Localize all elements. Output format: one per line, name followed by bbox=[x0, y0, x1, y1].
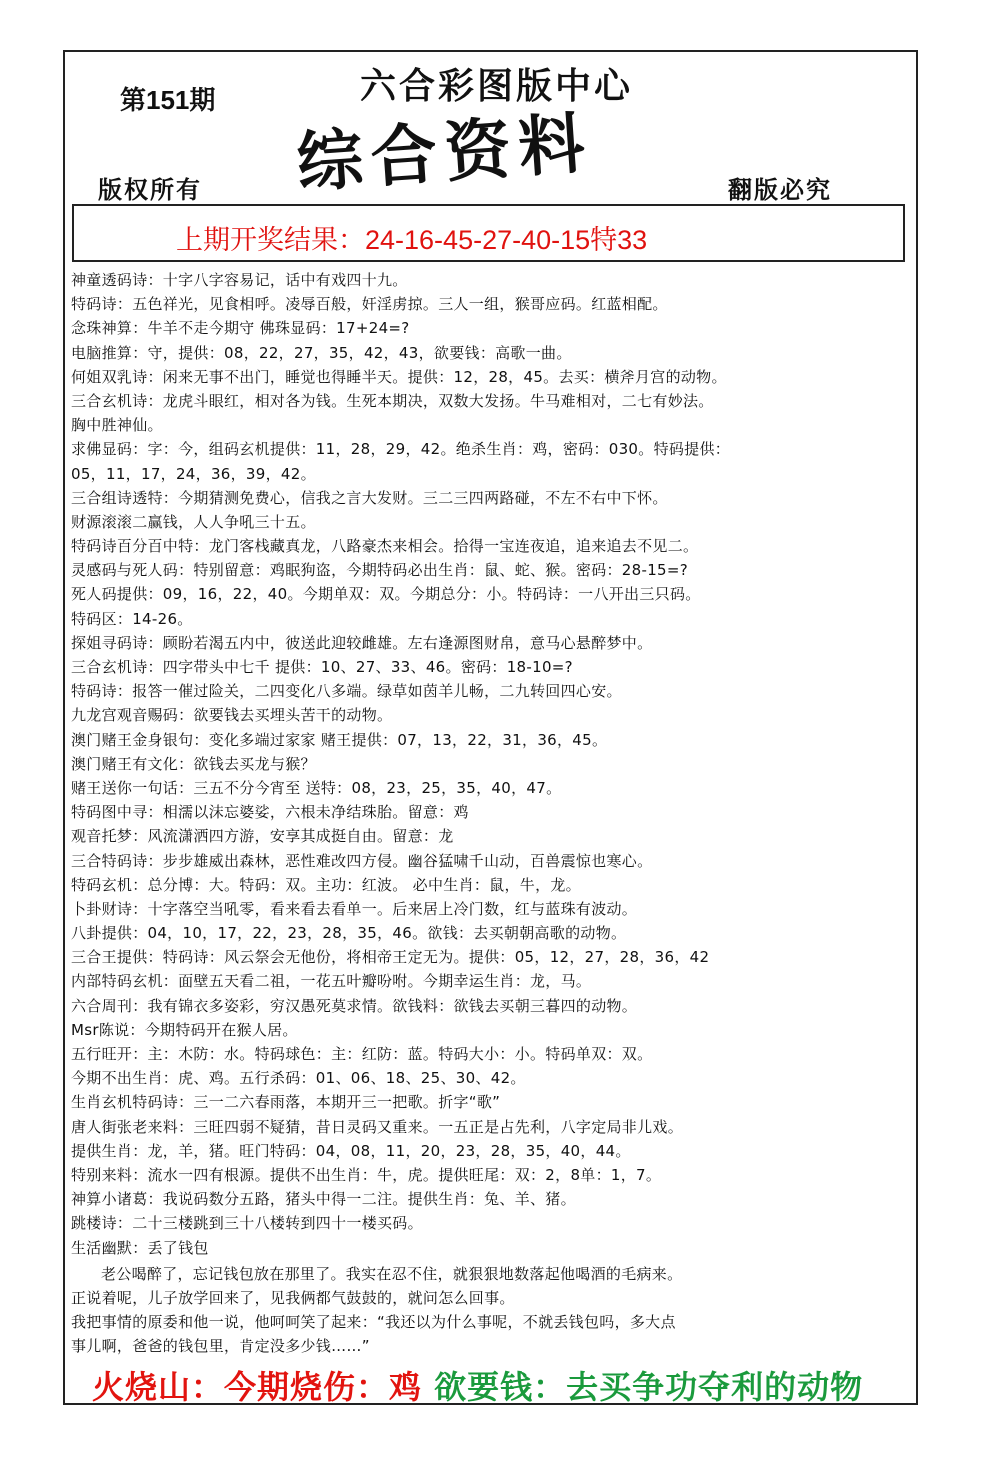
story-line: 事儿啊，爸爸的钱包里，肯定没多少钱……” bbox=[71, 1337, 370, 1355]
content-line: 八卦提供：04，10，17，22，23，28，35，46。欲钱：去买朝朝高歌的动物。 bbox=[71, 924, 627, 943]
content-line: 三合王提供：特码诗：风云祭会无他份，将相帝王定无为。提供：05，12，27，28，36，42 bbox=[71, 948, 710, 967]
content-line: 胸中胜神仙。 bbox=[71, 416, 163, 435]
footer-banner bbox=[92, 1362, 863, 1408]
content-line: 六合周刊：我有锦衣多姿彩，穷汉愚死莫求情。欲钱料：欲钱去买朝三暮四的动物。 bbox=[71, 996, 638, 1015]
content-line: 特码诗：五色祥光，见食相呼。凌辱百般，奸淫虏掠。三人一组，猴哥应码。红蓝相配。 bbox=[71, 295, 668, 314]
content-line: 跳楼诗：二十三楼跳到三十八楼转到四十一楼买码。 bbox=[71, 1214, 423, 1233]
content-line: 特码玄机：总分博：大。特码：双。主功：红波。 必中生肖：鼠，牛，龙。 bbox=[71, 875, 581, 894]
content-line: 内部特码玄机：面壁五天看二祖，一花五叶瓣吩咐。今期幸运生肖：龙，马。 bbox=[71, 972, 592, 991]
story-line: 正说着呢，儿子放学回来了，见我俩都气鼓鼓的，就问怎么回事。 bbox=[71, 1289, 515, 1307]
content-line: 特码图中寻：相濡以沫忘婆娑，六根未净结珠胎。留意：鸡 bbox=[71, 803, 469, 822]
content-line: 神童透码诗：十字八字容易记，话中有戏四十九。 bbox=[71, 271, 408, 289]
story-line: 我把事情的原委和他一说，他呵呵笑了起来：“我还以为什么事呢，不就丢钱包吗，多大点 bbox=[71, 1313, 676, 1331]
content-list bbox=[71, 268, 913, 1260]
content-line: 求佛显码：字：今，组码玄机提供：11，28，29，42。绝杀生肖：鸡，密码：030。特码提供： bbox=[71, 440, 731, 459]
content-line: 念珠神算：牛羊不走今期守 佛珠显码：17+24=? bbox=[71, 319, 410, 338]
org-title: 六合彩图版中心 bbox=[360, 65, 634, 107]
content-line: 澳门赌王金身银句：变化多端过家家 赌王提供：07，13，22，31，36，45。 bbox=[71, 730, 608, 749]
content-line: 特码诗：报答一催过险关，二四变化八多端。绿草如茵羊儿畅，二九转回四心安。 bbox=[71, 682, 622, 701]
issue-number: 第151期 bbox=[120, 85, 216, 115]
content-line: 澳门赌王有文化：欲钱去买龙与猴？ bbox=[71, 754, 316, 773]
content-line: 电脑推算：守，提供：08，22，27，35，42，43，欲要钱：高歌一曲。 bbox=[71, 343, 572, 362]
content-line: 卜卦财诗：十字落空当吼零，看来看去看单一。后来居上冷门数，红与蓝珠有波动。 bbox=[71, 899, 638, 918]
last-result: 上期开奖结果：24-16-45-27-40-15特33 bbox=[176, 225, 648, 255]
content-line: 05，11，17，24，36，39，42。 bbox=[71, 464, 316, 483]
content-line: 特别来料：流水一四有根源。提供不出生肖：牛，虎。提供旺尾：双：2，8单：1，7。 bbox=[71, 1165, 662, 1184]
content-line: 三合特码诗：步步雄威出森林，恶性难改四方侵。幽谷猛啸千山动，百兽震惊也寒心。 bbox=[71, 851, 653, 870]
content-line: 唐人街张老来料：三旺四弱不疑猜，昔日灵码又重来。一五正是占先利，八字定局非儿戏。 bbox=[71, 1117, 684, 1136]
content-line: 生肖玄机特码诗：三一二六春雨落，本期开三一把歌。折字“歌” bbox=[71, 1093, 501, 1112]
copyright-right: 翻版必究 bbox=[728, 176, 832, 204]
content-line: 三合组诗透特：今期猜测免费心，信我之言大发财。三二三四两路碰，不左不右中下怀。 bbox=[71, 488, 668, 507]
result-box bbox=[72, 204, 905, 262]
content-line: 三合玄机诗：龙虎斗眼红，相对各为钱。生死本期决，双数大发扬。牛马难相对，二七有妙法。 bbox=[71, 391, 714, 410]
content-line: 神算小诸葛：我说码数分五路，猪头中得一二注。提供生肖：兔、羊、猪。 bbox=[71, 1190, 576, 1209]
copyright-left: 版权所有 bbox=[98, 176, 202, 204]
content-line: 何姐双乳诗：闲来无事不出门，睡觉也得睡半天。提供：12，28，45。去买：横斧月宫的动物。 bbox=[71, 367, 727, 386]
content-line: 提供生肖：龙，羊，猪。旺门特码：04，08，11，20，23，28，35，40，44。 bbox=[71, 1141, 631, 1160]
content-line: 赌王送你一句话：三五不分今宵至 送特：08，23，25，35，40，47。 bbox=[71, 778, 562, 797]
content-line: Msr陈说：今期特码开在猴人居。 bbox=[71, 1020, 298, 1039]
footer-fire-text: 火烧山：今期烧伤：鸡 bbox=[92, 1368, 423, 1406]
content-line: 九龙宫观音赐码：欲要钱去买埋头苦干的动物。 bbox=[71, 706, 393, 725]
content-line: 灵感码与死人码：特别留意：鸡眠狗盗，今期特码必出生肖：鼠、蛇、猴。密码：28-15=? bbox=[71, 561, 689, 580]
story-line: 老公喝醉了，忘记钱包放在那里了。我实在忍不住，就狠狠地数落起他喝酒的毛病来。 bbox=[101, 1265, 683, 1283]
content-line: 探姐寻码诗：顾盼若渴五内中，彼送此迎较雌雄。左右逢源图财帛，意马心悬醉梦中。 bbox=[71, 633, 653, 652]
content-line: 生活幽默：丢了钱包 bbox=[71, 1238, 209, 1257]
content-line: 三合玄机诗：四字带头中七千 提供：10、27、33、46。密码：18-10=? bbox=[71, 658, 573, 676]
content-line: 观音托梦：风流潇洒四方游，安享其成挺自由。留意：龙 bbox=[71, 827, 454, 846]
content-line: 财源滚滚二赢钱，人人争吼三十五。 bbox=[71, 512, 316, 531]
content-line: 死人码提供：09，16，22，40。今期单双：双。今期总分：小。特码诗：一八开出三只码。 bbox=[71, 585, 701, 604]
content-line: 特码区：14-26。 bbox=[71, 609, 193, 628]
story-block bbox=[71, 1262, 913, 1358]
content-line: 特码诗百分百中特：龙门客栈藏真龙，八路豪杰来相会。拾得一宝连夜追，追来追去不见二。 bbox=[71, 537, 699, 556]
content-line: 今期不出生肖：虎、鸡。五行杀码：01、06、18、25、30、42。 bbox=[71, 1069, 526, 1088]
footer-money-text: 欲要钱：去买争功夺利的动物 bbox=[434, 1368, 864, 1406]
main-title: 综合资料 bbox=[294, 103, 596, 203]
content-line: 五行旺开：主：木防：水。特码球色：主：红防：蓝。特码大小：小。特码单双：双。 bbox=[71, 1045, 653, 1063]
